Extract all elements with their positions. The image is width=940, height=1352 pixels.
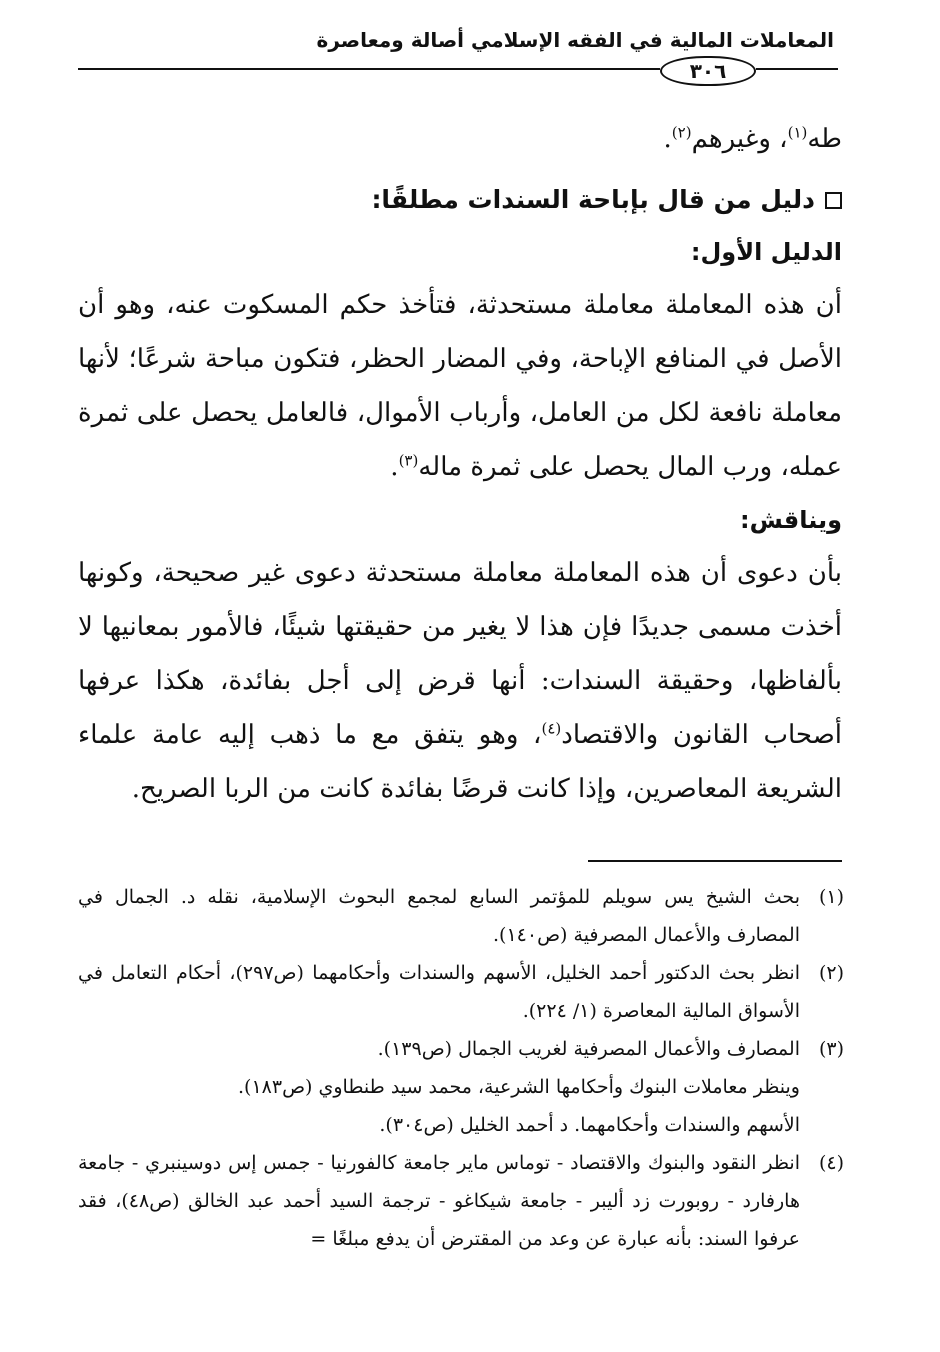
- footnote-line: بحث الشيخ يس سويلم للمؤتمر السابع لمجمع البحوث الإسلامية، نقله د. الجمال في المصارف والأعمال المصرفية (ص١٤٠).: [78, 886, 800, 946]
- footnote-number: (٢): [818, 962, 844, 984]
- footnote-line: الأسهم والسندات وأحكامهما. د أحمد الخليل (ص٣٠٤).: [379, 1114, 800, 1136]
- footnote-number: (١): [818, 886, 844, 908]
- footnote-1: [78, 878, 844, 954]
- footnote-separator: [588, 860, 842, 862]
- footnote-number: (٣): [818, 1038, 844, 1060]
- footnote-3: [78, 1030, 844, 1144]
- first-proof-paragraph: [78, 278, 842, 494]
- footnote-text: [78, 878, 800, 954]
- footnote-ref-4: (٤): [541, 719, 562, 738]
- footnote-number: (٤): [818, 1152, 844, 1174]
- header-rule-right: [756, 68, 838, 70]
- lead-text-a: طه: [807, 124, 842, 154]
- section-heading: [78, 174, 842, 226]
- header-rule-left: [78, 68, 660, 70]
- footnote-line: وينظر معاملات البنوك وأحكامها الشرعية، محمد سيد طنطاوي (ص١٨٣).: [238, 1076, 800, 1098]
- page-number: ٣٠٦: [660, 56, 756, 86]
- running-title: المعاملات المالية في الفقه الإسلامي أصالة ومعاصرة: [316, 28, 834, 52]
- square-bullet-icon: [825, 192, 842, 209]
- discussion-text-a: بأن دعوى أن هذه المعاملة معاملة مستحدثة دعوى غير صحيحة، وكونها أخذت مسمى جديدًا فإن هذا لا يغير من حقيقتها شيئًا، فالأمور بمعانيها لا بألفاظها، وحقيقة السندات: أنها قرض إلى أجل بفائدة، هكذا عرفها أصحاب القانون والاقتصاد: [78, 558, 842, 750]
- footnote-line: المصارف والأعمال المصرفية لغريب الجمال (ص١٣٩).: [377, 1038, 800, 1060]
- footnote-ref-2: (٢): [671, 123, 692, 142]
- discussion-text-b: ، وهو يتفق مع ما ذهب إليه عامة علماء الشريعة المعاصرين، وإذا كانت قرضًا بفائدة كانت من الربا الصريح.: [78, 720, 842, 804]
- footnote-ref-3: (٣): [398, 451, 419, 470]
- main-text: [78, 112, 842, 816]
- first-proof-text: أن هذه المعاملة معاملة مستحدثة، فتأخذ حكم المسكوت عنه، وهو أن الأصل في المنافع الإباحة، وفي المضار الحظر، فتكون مباحة شرعًا؛ لأنها معاملة نافعة لكل من العامل، وأرباب الأموال، فالعامل يحصل على ثمرة عمله، ورب المال يحصل على ثمرة ماله: [78, 290, 843, 482]
- discussion-label: ويناقش:: [740, 506, 842, 534]
- lead-text-c: .: [663, 124, 672, 154]
- discussion-paragraph: [78, 546, 842, 816]
- footnote-ref-1: (١): [787, 123, 808, 142]
- footnotes: [78, 878, 844, 1258]
- footnote-4: [78, 1144, 844, 1258]
- first-proof-end: .: [390, 452, 399, 482]
- lead-text-b: ، وغيرهم: [691, 124, 788, 154]
- footnote-line: انظر النقود والبنوك والاقتصاد - توماس ماير جامعة كالفورنيا - جمس إس دوسينبري - جامعة هارفارد - روبورت زد أليبر - جامعة شيكاغو - ترجمة السيد أحمد عبد الخالق (ص٤٨)، فقد عرفوا السند: بأنه عبارة عن وعد من المقترض أن يدفع مبلغًا =: [78, 1152, 800, 1250]
- footnote-line: انظر بحث الدكتور أحمد الخليل، الأسهم والسندات وأحكامهما (ص٢٩٧)، أحكام التعامل في الأسواق المالية المعاصرة (١/ ٢٢٤).: [78, 962, 800, 1022]
- first-proof-label: الدليل الأول:: [690, 238, 842, 266]
- footnote-text: [78, 954, 800, 1030]
- lead-line: [78, 112, 842, 166]
- footnote-text: [78, 1144, 800, 1258]
- footnote-2: [78, 954, 844, 1030]
- section-heading-text: دليل من قال بإباحة السندات مطلقًا:: [371, 185, 815, 214]
- footnote-text: [78, 1030, 800, 1144]
